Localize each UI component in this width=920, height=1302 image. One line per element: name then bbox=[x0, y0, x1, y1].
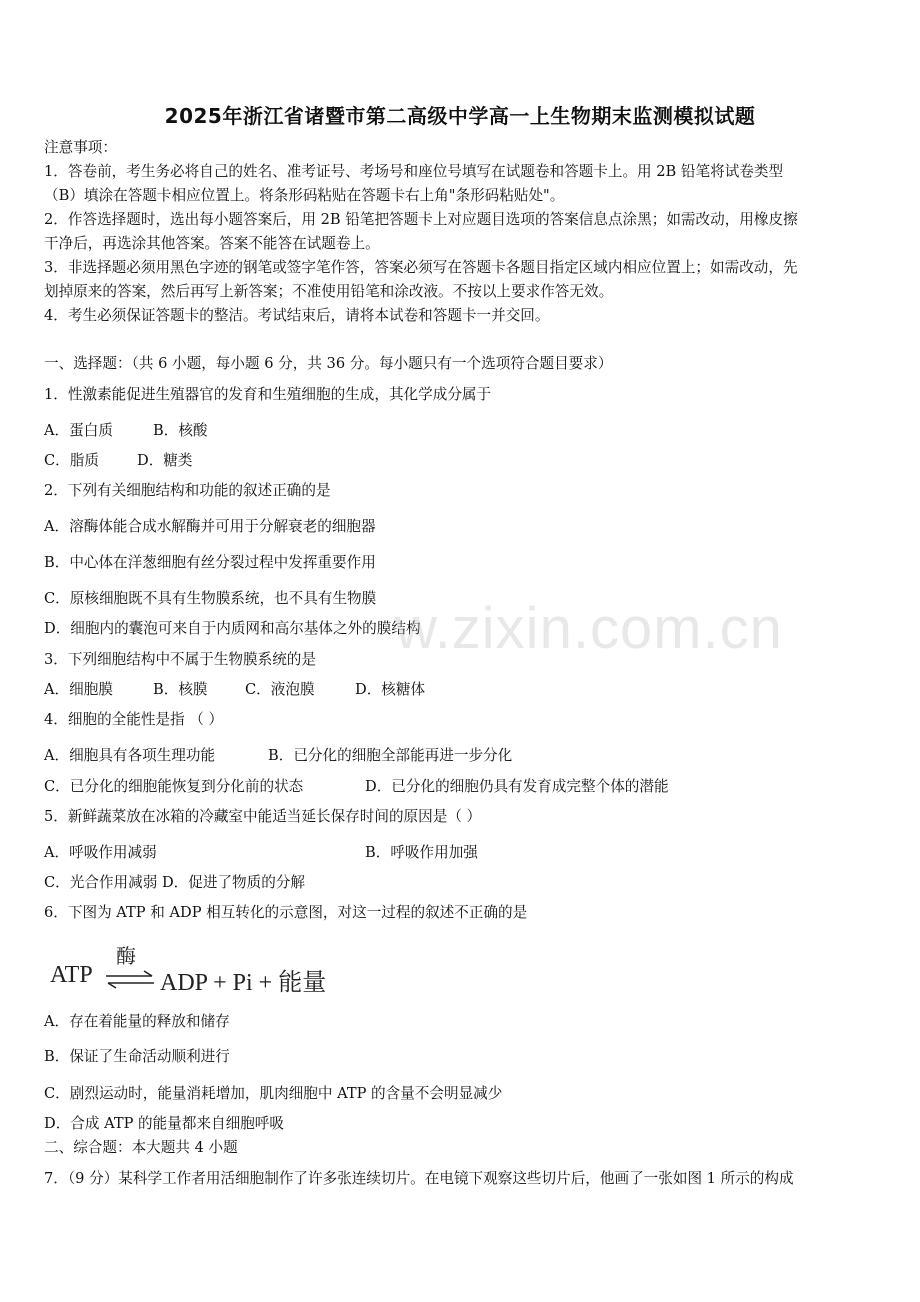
question-3-stem: 3．下列细胞结构中不属于生物膜系统的是 bbox=[44, 651, 316, 668]
question-1-stem: 1．性激素能促进生殖器官的发育和生殖细胞的生成，其化学成分属于 bbox=[44, 386, 492, 403]
watermark: w.zixin.com.cn bbox=[395, 596, 783, 661]
question-4-stem: 4．细胞的全能性是指 （ ） bbox=[44, 711, 224, 728]
q4-option-d: D．已分化的细胞仍具有发育成完整个体的潜能 bbox=[365, 778, 669, 795]
q3-option-a: A．细胞膜 bbox=[44, 681, 113, 698]
notice-line: 1．答卷前，考生务必将自己的姓名、准考证号、考场号和座位号填写在试题卷和答题卡上。用 2B 铅笔将试卷类型 bbox=[44, 163, 784, 180]
equation-right: ADP + Pi + 能量 bbox=[160, 970, 327, 996]
section-heading-comprehensive: 二、综合题：本大题共 4 小题 bbox=[44, 1139, 238, 1156]
notice-line: 划掉原来的答案，然后再写上新答案；不准使用铅笔和涂改液。不按以上要求作答无效。 bbox=[44, 283, 614, 300]
q6-option-a: A．存在着能量的释放和储存 bbox=[44, 1013, 230, 1030]
question-5-stem: 5．新鲜蔬菜放在冰箱的冷藏室中能适当延长保存时间的原因是（ ） bbox=[44, 808, 482, 825]
notice-heading: 注意事项： bbox=[44, 139, 117, 156]
equation-left: ATP bbox=[50, 962, 93, 988]
q3-option-b: B．核膜 bbox=[153, 681, 208, 698]
q2-option-d: D．细胞内的囊泡可来自于内质网和高尔基体之外的膜结构 bbox=[44, 620, 421, 637]
q6-option-b: B．保证了生命活动顺利进行 bbox=[44, 1048, 230, 1065]
notice-line: 3．非选择题必须用黑色字迹的钢笔或签字笔作答，答案必须写在答题卡各题目指定区域内相应位置上；如需改动，先 bbox=[44, 259, 798, 276]
q1-option-c: C．脂质 bbox=[44, 452, 99, 469]
q2-option-c: C．原核细胞既不具有生物膜系统，也不具有生物膜 bbox=[44, 590, 377, 607]
q4-option-c: C．已分化的细胞能恢复到分化前的状态 bbox=[44, 778, 304, 795]
q1-option-b: B．核酸 bbox=[153, 422, 208, 439]
q5-option-b: B．呼吸作用加强 bbox=[365, 844, 478, 861]
question-7-stem: 7．（9 分）某科学工作者用活细胞制作了许多张连续切片。在电镜下观察这些切片后，他画了一张如图 1 所示的构成 bbox=[44, 1170, 794, 1187]
q4-option-b: B．已分化的细胞全部能再进一步分化 bbox=[268, 747, 513, 764]
q2-option-a: A．溶酶体能合成水解酶并可用于分解衰老的细胞器 bbox=[44, 518, 376, 535]
atp-adp-equation bbox=[50, 940, 370, 1000]
notice-line: （B）填涂在答题卡相应位置上。将条形码粘贴在答题卡右上角"条形码粘贴处"。 bbox=[44, 187, 565, 204]
q3-option-c: C．液泡膜 bbox=[245, 681, 315, 698]
notice-line: 干净后，再选涂其他答案。答案不能答在试题卷上。 bbox=[44, 235, 380, 252]
q2-option-b: B．中心体在洋葱细胞有丝分裂过程中发挥重要作用 bbox=[44, 554, 376, 571]
q4-option-a: A．细胞具有各项生理功能 bbox=[44, 747, 216, 764]
page-title: 2025年浙江省诸暨市第二高级中学高一上生物期末监测模拟试题 bbox=[164, 104, 756, 128]
q3-option-d: D．核糖体 bbox=[355, 681, 426, 698]
q6-option-c: C．剧烈运动时，能量消耗增加，肌肉细胞中 ATP 的含量不会明显减少 bbox=[44, 1085, 503, 1102]
notice-line: 4．考生必须保证答题卡的整洁。考试结束后，请将本试卷和答题卡一并交回。 bbox=[44, 307, 550, 324]
section-heading-choice: 一、选择题：（共 6 小题，每小题 6 分，共 36 分。每小题只有一个选项符合题目要求） bbox=[44, 355, 613, 372]
q6-option-d: D．合成 ATP 的能量都来自细胞呼吸 bbox=[44, 1115, 284, 1132]
q1-option-a: A．蛋白质 bbox=[44, 422, 113, 439]
notice-line: 2．作答选择题时，选出每小题答案后，用 2B 铅笔把答题卡上对应题目选项的答案信息点涂黑；如需改动，用橡皮擦 bbox=[44, 211, 798, 228]
q5-option-a: A．呼吸作用减弱 bbox=[44, 844, 157, 861]
q5-option-cd: C．光合作用减弱 D．促进了物质的分解 bbox=[44, 874, 306, 891]
equation-enzyme-label: 酶 bbox=[116, 944, 136, 968]
q1-option-d: D．糖类 bbox=[137, 452, 193, 469]
question-2-stem: 2．下列有关细胞结构和功能的叙述正确的是 bbox=[44, 482, 331, 499]
reversible-arrow-icon bbox=[102, 970, 158, 990]
question-6-stem: 6．下图为 ATP 和 ADP 相互转化的示意图，对这一过程的叙述不正确的是 bbox=[44, 904, 528, 921]
